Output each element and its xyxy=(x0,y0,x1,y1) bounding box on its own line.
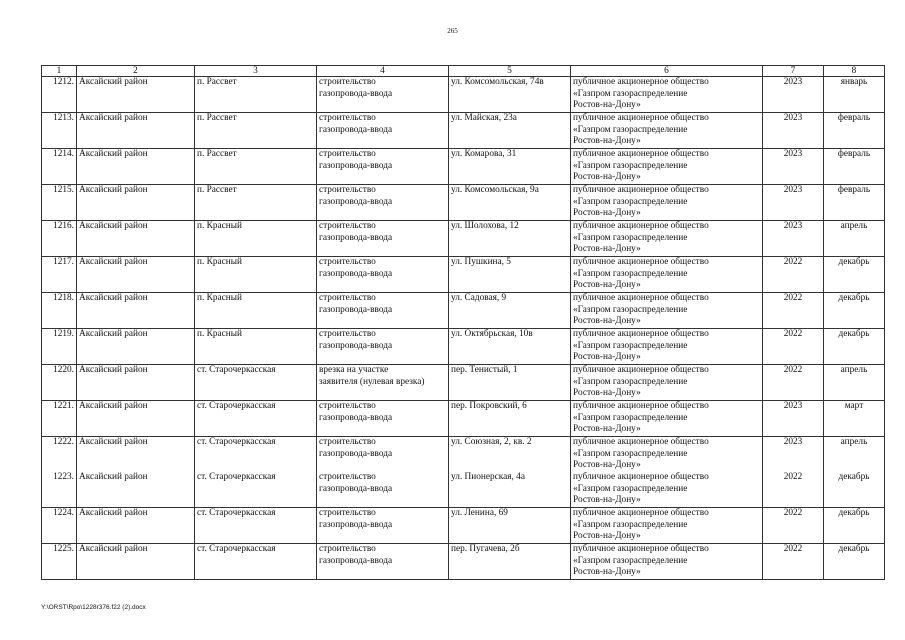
organization-line: «Газпром газораспределение xyxy=(573,448,688,459)
organization-line: «Газпром газораспределение xyxy=(573,232,688,243)
row-number: 1214. xyxy=(42,149,77,185)
organization-line: «Газпром газораспределение xyxy=(573,555,688,566)
address-cell: ул. Шолохова, 12 xyxy=(449,221,571,257)
row-number: 1215. xyxy=(42,185,77,221)
locality-cell: п. Рассвет xyxy=(195,77,317,113)
locality-cell: ст. Старочеркасская xyxy=(195,472,317,508)
organization-line: «Газпром газораспределение xyxy=(573,160,688,171)
work-type-cell xyxy=(317,508,449,544)
district-cell: Аксайский район xyxy=(77,149,195,185)
locality-cell: ст. Старочеркасская xyxy=(195,437,317,473)
month-cell: февраль xyxy=(824,149,885,185)
work-type-line: заявителя (нулевая врезка) xyxy=(319,376,425,387)
organization-cell xyxy=(571,472,763,508)
organization-line: Ростов-на-Дону» xyxy=(573,567,641,578)
row-number: 1213. xyxy=(42,113,77,149)
work-type-line: газопровода-ввода xyxy=(319,268,393,279)
work-type-cell xyxy=(317,437,449,473)
row-number: 1225. xyxy=(42,544,77,580)
address-cell: ул. Союзная, 2, кв. 2 xyxy=(449,437,571,473)
work-type-line: газопровода-ввода xyxy=(319,304,393,315)
locality-cell: ст. Старочеркасская xyxy=(195,365,317,401)
locality-cell: п. Красный xyxy=(195,329,317,365)
work-type-line: газопровода-ввода xyxy=(319,555,393,566)
organization-cell xyxy=(571,508,763,544)
table-row xyxy=(42,365,885,401)
address-cell: ул. Пионерская, 4а xyxy=(449,472,571,508)
file-path-footer: Y:\ORST\Rpo\1228r376.f22 (2).docx xyxy=(41,604,146,611)
district-cell: Аксайский район xyxy=(77,257,195,293)
locality-cell: п. Красный xyxy=(195,293,317,329)
organization-line: публичное акционерное общество xyxy=(573,77,709,87)
work-type-cell xyxy=(317,365,449,401)
organization-cell xyxy=(571,365,763,401)
work-type-line: газопровода-ввода xyxy=(319,519,393,530)
year-cell: 2022 xyxy=(763,293,824,329)
header-cell: 4 xyxy=(317,66,449,77)
work-type-cell xyxy=(317,329,449,365)
work-type-cell xyxy=(317,149,449,185)
address-cell: ул. Садовая, 9 xyxy=(449,293,571,329)
table-row xyxy=(42,437,885,473)
year-cell: 2023 xyxy=(763,437,824,473)
district-cell: Аксайский район xyxy=(77,293,195,329)
organization-line: публичное акционерное общество xyxy=(573,149,709,159)
work-type-line: строительство xyxy=(319,437,376,447)
work-type-cell xyxy=(317,113,449,149)
year-cell: 2023 xyxy=(763,221,824,257)
work-type-line: строительство xyxy=(319,185,376,195)
organization-line: Ростов-на-Дону» xyxy=(573,208,641,219)
header-cell: 6 xyxy=(571,66,763,77)
page-number: 265 xyxy=(447,27,458,35)
year-cell: 2023 xyxy=(763,149,824,185)
organization-line: «Газпром газораспределение xyxy=(573,124,688,135)
work-type-line: газопровода-ввода xyxy=(319,340,393,351)
organization-line: «Газпром газораспределение xyxy=(573,88,688,99)
district-cell: Аксайский район xyxy=(77,185,195,221)
district-cell: Аксайский район xyxy=(77,508,195,544)
year-cell: 2022 xyxy=(763,329,824,365)
year-cell: 2022 xyxy=(763,544,824,580)
row-number: 1223. xyxy=(42,472,77,508)
header-cell: 3 xyxy=(195,66,317,77)
organization-line: «Газпром газораспределение xyxy=(573,376,688,387)
organization-line: «Газпром газораспределение xyxy=(573,412,688,423)
address-cell: пер. Пугачева, 2б xyxy=(449,544,571,580)
district-cell: Аксайский район xyxy=(77,401,195,437)
organization-line: Ростов-на-Дону» xyxy=(573,352,641,363)
address-cell: ул. Комсомольская, 9а xyxy=(449,185,571,221)
month-cell: декабрь xyxy=(824,329,885,365)
organization-line: Ростов-на-Дону» xyxy=(573,460,641,471)
work-type-line: строительство xyxy=(319,221,376,231)
organization-cell xyxy=(571,544,763,580)
header-cell: 8 xyxy=(824,66,885,77)
table-body xyxy=(42,77,885,580)
work-type-cell xyxy=(317,401,449,437)
organization-line: публичное акционерное общество xyxy=(573,293,709,303)
locality-cell: ст. Старочеркасская xyxy=(195,508,317,544)
work-type-cell xyxy=(317,544,449,580)
organization-cell xyxy=(571,185,763,221)
work-type-line: строительство xyxy=(319,113,376,123)
work-type-cell xyxy=(317,77,449,113)
header-row xyxy=(42,66,885,77)
district-cell: Аксайский район xyxy=(77,221,195,257)
table-row xyxy=(42,508,885,544)
table-row xyxy=(42,401,885,437)
work-type-line: газопровода-ввода xyxy=(319,232,393,243)
year-cell: 2022 xyxy=(763,508,824,544)
month-cell: декабрь xyxy=(824,544,885,580)
year-cell: 2022 xyxy=(763,472,824,508)
address-cell: ул. Комсомольская, 74в xyxy=(449,77,571,113)
district-cell: Аксайский район xyxy=(77,113,195,149)
organization-cell xyxy=(571,329,763,365)
locality-cell: п. Красный xyxy=(195,221,317,257)
organization-line: Ростов-на-Дону» xyxy=(573,244,641,255)
work-type-line: врезка на участке xyxy=(319,365,389,375)
table-row xyxy=(42,544,885,580)
table-row xyxy=(42,149,885,185)
row-number: 1212. xyxy=(42,77,77,113)
address-cell: ул. Ленина, 69 xyxy=(449,508,571,544)
year-cell: 2023 xyxy=(763,113,824,149)
table-row xyxy=(42,113,885,149)
work-type-line: газопровода-ввода xyxy=(319,160,393,171)
work-type-line: строительство xyxy=(319,149,376,159)
work-type-line: газопровода-ввода xyxy=(319,124,393,135)
organization-cell xyxy=(571,149,763,185)
month-cell: декабрь xyxy=(824,508,885,544)
address-cell: ул. Майская, 23а xyxy=(449,113,571,149)
work-type-line: строительство xyxy=(319,329,376,339)
address-cell: ул. Пушкина, 5 xyxy=(449,257,571,293)
address-cell: ул. Октябрьская, 10в xyxy=(449,329,571,365)
year-cell: 2023 xyxy=(763,401,824,437)
row-number: 1222. xyxy=(42,437,77,473)
organization-line: Ростов-на-Дону» xyxy=(573,172,641,183)
organization-line: Ростов-на-Дону» xyxy=(573,424,641,435)
locality-cell: ст. Старочеркасская xyxy=(195,544,317,580)
organization-line: Ростов-на-Дону» xyxy=(573,316,641,327)
organization-line: публичное акционерное общество xyxy=(573,365,709,375)
organization-line: Ростов-на-Дону» xyxy=(573,136,641,147)
organization-line: публичное акционерное общество xyxy=(573,257,709,267)
row-number: 1216. xyxy=(42,221,77,257)
row-number: 1224. xyxy=(42,508,77,544)
organization-line: «Газпром газораспределение xyxy=(573,304,688,315)
work-type-cell xyxy=(317,257,449,293)
organization-line: публичное акционерное общество xyxy=(573,437,709,447)
header-cell: 5 xyxy=(449,66,571,77)
locality-cell: п. Красный xyxy=(195,257,317,293)
row-number: 1221. xyxy=(42,401,77,437)
year-cell: 2022 xyxy=(763,257,824,293)
locality-cell: п. Рассвет xyxy=(195,185,317,221)
month-cell: февраль xyxy=(824,185,885,221)
row-number: 1219. xyxy=(42,329,77,365)
organization-line: Ростов-на-Дону» xyxy=(573,495,641,506)
month-cell: апрель xyxy=(824,221,885,257)
locality-cell: п. Рассвет xyxy=(195,149,317,185)
row-number: 1220. xyxy=(42,365,77,401)
work-type-line: строительство xyxy=(319,77,376,87)
row-number: 1217. xyxy=(42,257,77,293)
work-type-cell xyxy=(317,185,449,221)
table-row xyxy=(42,185,885,221)
month-cell: март xyxy=(824,401,885,437)
year-cell: 2023 xyxy=(763,77,824,113)
district-cell: Аксайский район xyxy=(77,472,195,508)
organization-line: «Газпром газораспределение xyxy=(573,483,688,494)
organization-line: публичное акционерное общество xyxy=(573,472,709,482)
district-cell: Аксайский район xyxy=(77,77,195,113)
work-type-line: газопровода-ввода xyxy=(319,448,393,459)
organization-cell xyxy=(571,401,763,437)
header-cell: 2 xyxy=(77,66,195,77)
work-type-line: строительство xyxy=(319,401,376,411)
address-cell: пер. Тенистый, 1 xyxy=(449,365,571,401)
table-row xyxy=(42,293,885,329)
header-cell: 1 xyxy=(42,66,77,77)
address-cell: пер. Покровский, 6 xyxy=(449,401,571,437)
month-cell: декабрь xyxy=(824,257,885,293)
organization-line: публичное акционерное общество xyxy=(573,401,709,411)
organization-cell xyxy=(571,437,763,473)
district-cell: Аксайский район xyxy=(77,365,195,401)
organization-line: «Газпром газораспределение xyxy=(573,519,688,530)
month-cell: декабрь xyxy=(824,293,885,329)
organization-cell xyxy=(571,293,763,329)
table-row xyxy=(42,329,885,365)
organization-cell xyxy=(571,77,763,113)
work-type-cell xyxy=(317,472,449,508)
district-cell: Аксайский район xyxy=(77,329,195,365)
registry-table xyxy=(41,65,885,580)
work-type-line: строительство xyxy=(319,472,376,482)
address-cell: ул. Комарова, 31 xyxy=(449,149,571,185)
organization-line: публичное акционерное общество xyxy=(573,544,709,554)
locality-cell: ст. Старочеркасская xyxy=(195,401,317,437)
row-number: 1218. xyxy=(42,293,77,329)
organization-cell xyxy=(571,221,763,257)
table-row xyxy=(42,221,885,257)
header-cell: 7 xyxy=(763,66,824,77)
organization-line: публичное акционерное общество xyxy=(573,185,709,195)
month-cell: апрель xyxy=(824,365,885,401)
month-cell: январь xyxy=(824,77,885,113)
work-type-line: газопровода-ввода xyxy=(319,412,393,423)
organization-line: Ростов-на-Дону» xyxy=(573,100,641,111)
month-cell: апрель xyxy=(824,437,885,473)
work-type-line: строительство xyxy=(319,508,376,518)
table-row xyxy=(42,77,885,113)
work-type-line: строительство xyxy=(319,293,376,303)
organization-line: публичное акционерное общество xyxy=(573,508,709,518)
work-type-cell xyxy=(317,293,449,329)
work-type-line: газопровода-ввода xyxy=(319,483,393,494)
district-cell: Аксайский район xyxy=(77,437,195,473)
organization-cell xyxy=(571,257,763,293)
organization-line: «Газпром газораспределение xyxy=(573,268,688,279)
organization-line: Ростов-на-Дону» xyxy=(573,280,641,291)
year-cell: 2023 xyxy=(763,185,824,221)
organization-line: «Газпром газораспределение xyxy=(573,340,688,351)
organization-line: публичное акционерное общество xyxy=(573,329,709,339)
work-type-line: строительство xyxy=(319,544,376,554)
organization-line: Ростов-на-Дону» xyxy=(573,388,641,399)
work-type-cell xyxy=(317,221,449,257)
organization-line: «Газпром газораспределение xyxy=(573,196,688,207)
organization-line: Ростов-на-Дону» xyxy=(573,531,641,542)
organization-line: публичное акционерное общество xyxy=(573,221,709,231)
table-row xyxy=(42,472,885,508)
year-cell: 2022 xyxy=(763,365,824,401)
organization-cell xyxy=(571,113,763,149)
locality-cell: п. Рассвет xyxy=(195,113,317,149)
organization-line: публичное акционерное общество xyxy=(573,113,709,123)
month-cell: декабрь xyxy=(824,472,885,508)
district-cell: Аксайский район xyxy=(77,544,195,580)
work-type-line: газопровода-ввода xyxy=(319,88,393,99)
month-cell: февраль xyxy=(824,113,885,149)
table-row xyxy=(42,257,885,293)
work-type-line: газопровода-ввода xyxy=(319,196,393,207)
work-type-line: строительство xyxy=(319,257,376,267)
